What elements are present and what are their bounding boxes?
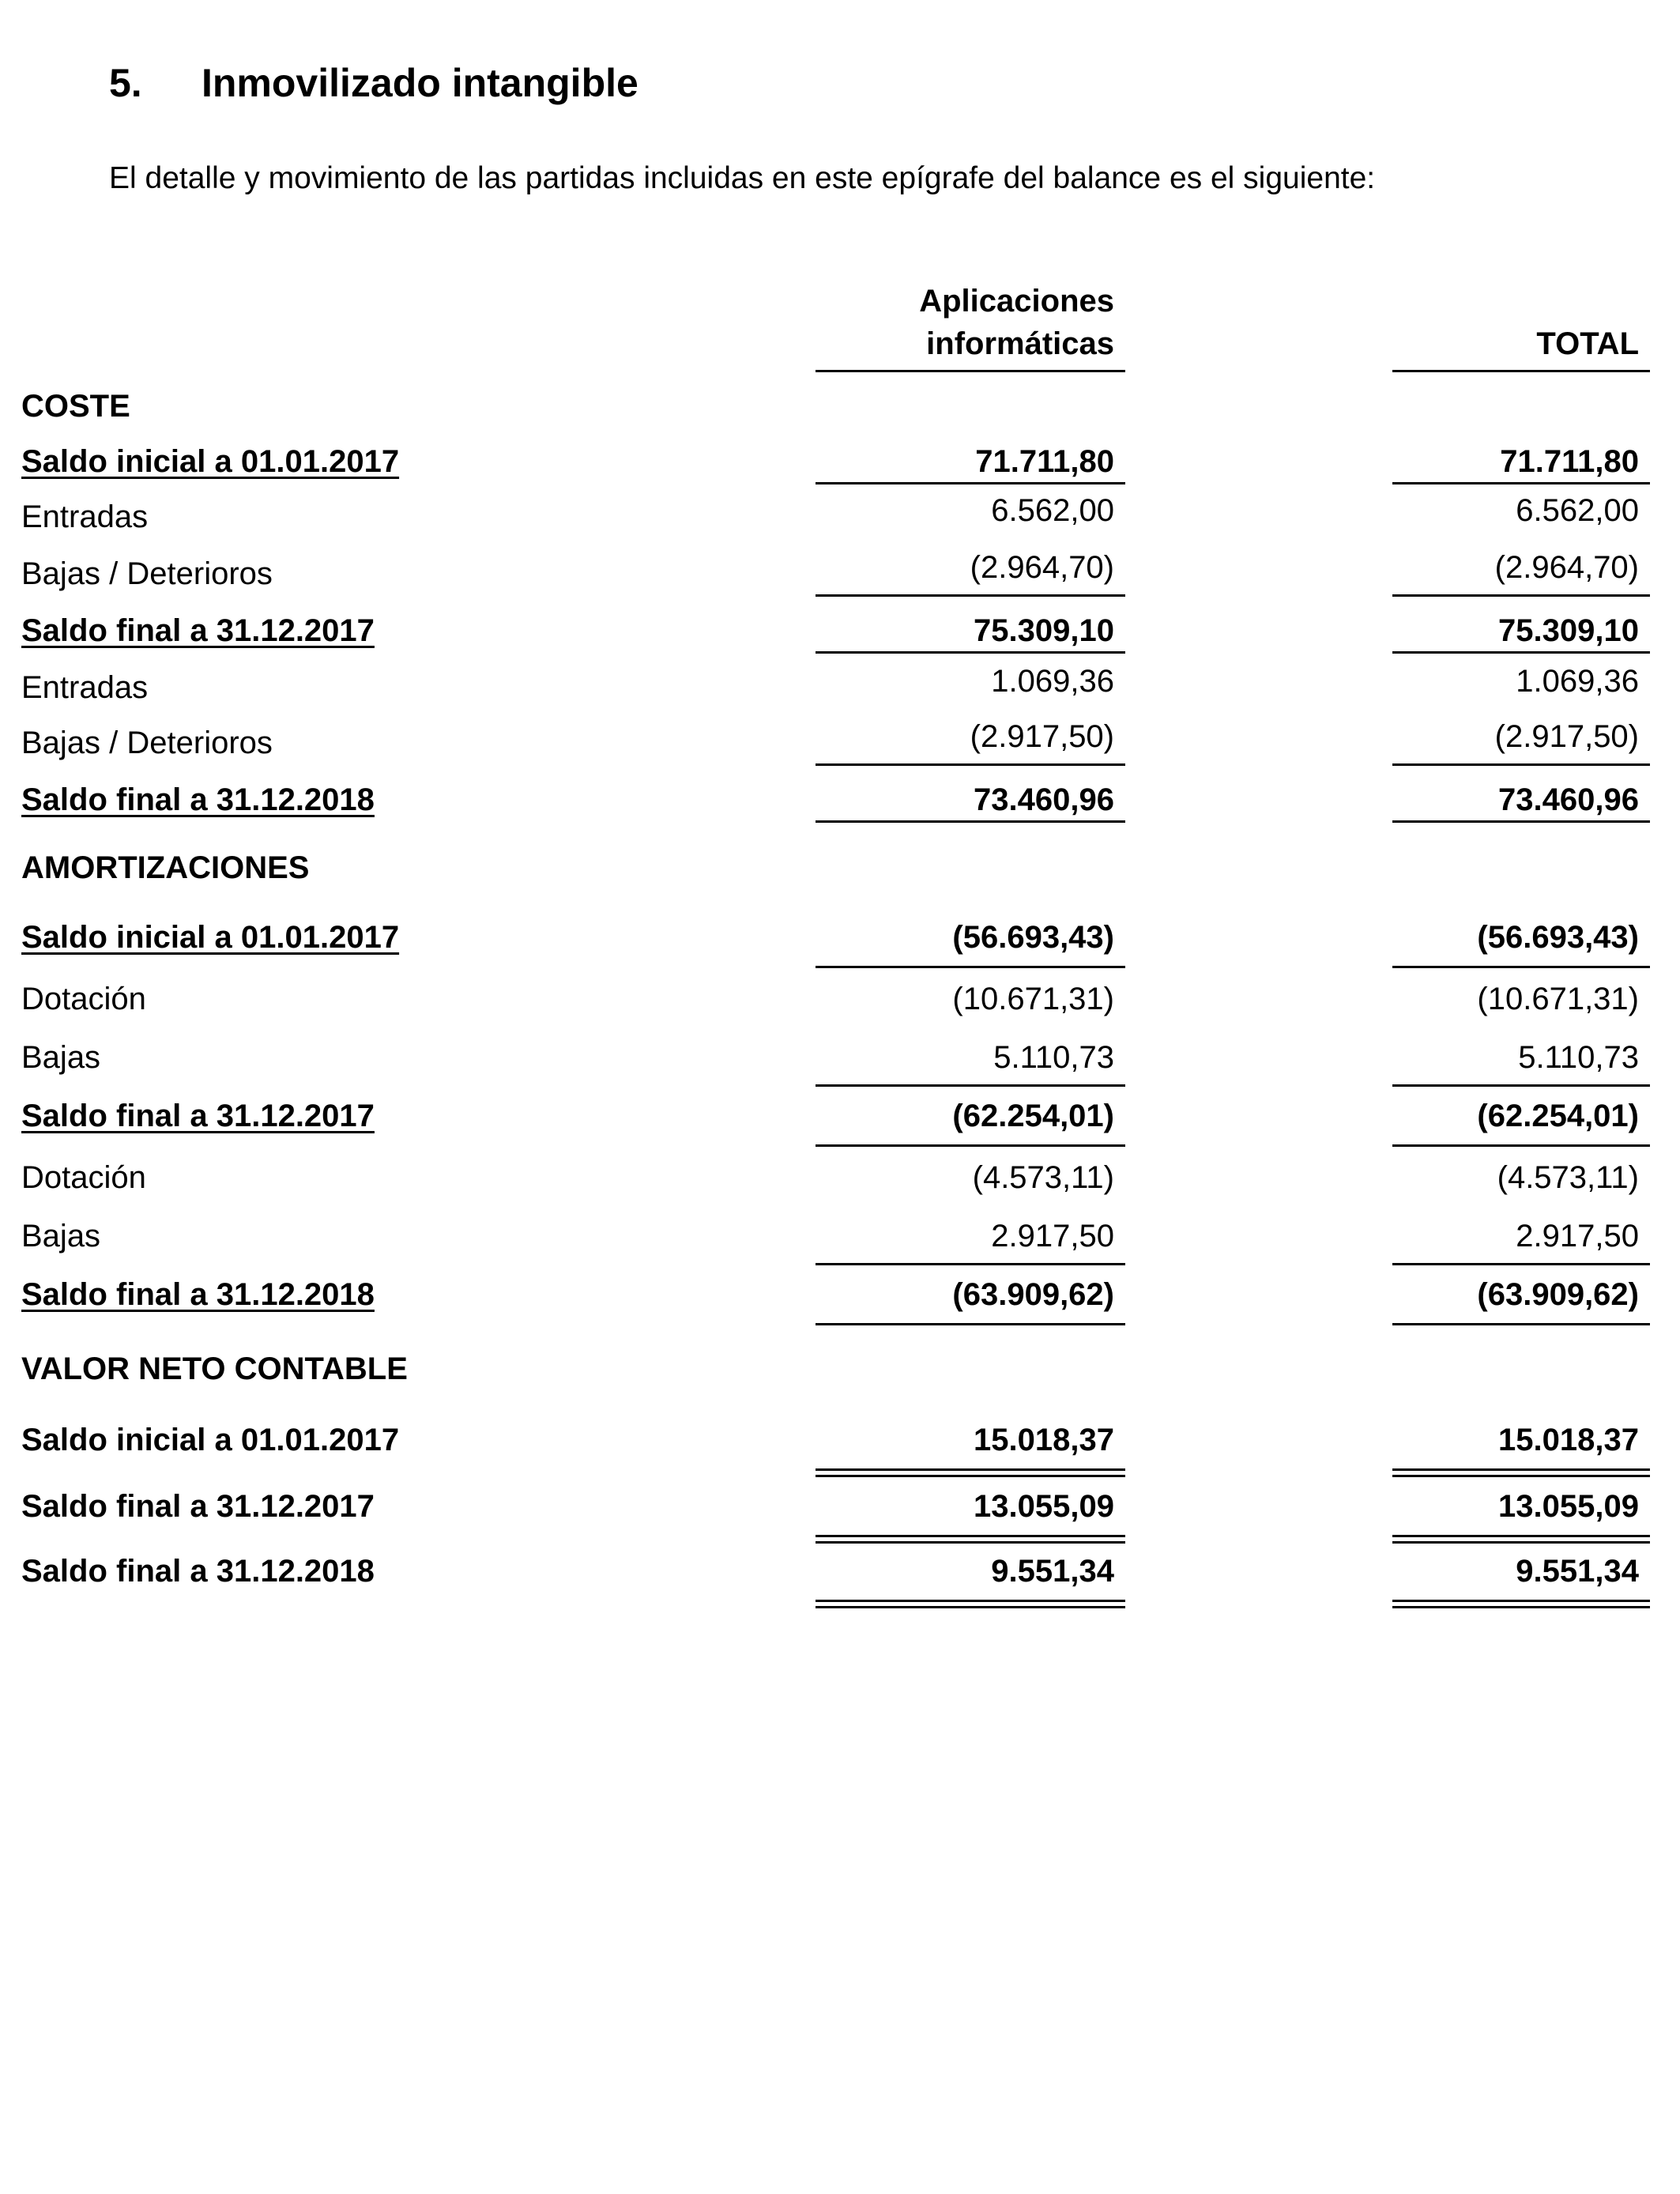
cell-total: 5.110,73 [1518, 1040, 1639, 1075]
row-label: Saldo inicial a 01.01.2017 [21, 920, 400, 955]
double-rule [816, 1600, 1125, 1608]
row-label: Saldo final a 31.12.2018 [21, 1277, 375, 1312]
table-row-vnc-saldo-final-2018 [0, 1547, 1680, 1595]
cell-app: (62.254,01) [952, 1099, 1114, 1133]
rule [816, 482, 1125, 484]
table-row-coste-entradas-2017 [0, 493, 1680, 541]
table-row-coste-saldo-final-2018 [0, 776, 1680, 824]
cell-app: 6.562,00 [991, 493, 1114, 528]
table-row-vnc-saldo-inicial-2017 [0, 1416, 1680, 1464]
rule [1392, 1263, 1650, 1265]
double-rule [816, 1468, 1125, 1477]
column-header-aplicaciones-line1: Aplicaciones [919, 284, 1114, 319]
row-label: Bajas / Deterioros [21, 556, 273, 591]
table-row-coste-saldo-final-2017 [0, 607, 1680, 654]
cell-app: (63.909,62) [952, 1277, 1114, 1312]
double-rule [1392, 1535, 1650, 1544]
row-label: Saldo final a 31.12.2018 [21, 782, 375, 817]
rule [1392, 1323, 1650, 1325]
table-row-amort-saldo-final-2018 [0, 1271, 1680, 1318]
row-label: Entradas [21, 499, 149, 534]
cell-total: 1.069,36 [1516, 664, 1639, 699]
cell-total: (4.573,11) [1497, 1160, 1639, 1195]
table-row-amort-bajas-2017 [0, 1034, 1680, 1081]
cell-total: (2.917,50) [1494, 719, 1639, 754]
cell-app: 9.551,34 [991, 1554, 1114, 1589]
row-label: Entradas [21, 670, 149, 705]
cell-app: 75.309,10 [974, 613, 1114, 648]
rule [816, 820, 1125, 823]
intro-paragraph: El detalle y movimiento de las partidas incluidas en este epígrafe del balance es el siguiente: [109, 161, 1376, 195]
vnc-heading: VALOR NETO CONTABLE [21, 1351, 408, 1386]
section-number: 5. [109, 61, 142, 105]
cell-total: 13.055,09 [1498, 1489, 1639, 1524]
table-row-coste-bajas-2017 [0, 550, 1680, 598]
table-row-vnc-saldo-final-2017 [0, 1483, 1680, 1530]
row-label: Bajas [21, 1219, 101, 1253]
table-row-amort-saldo-final-2017 [0, 1092, 1680, 1140]
rule [1392, 820, 1650, 823]
rule [816, 651, 1125, 654]
rule [816, 594, 1125, 597]
cell-app: (2.917,50) [970, 719, 1114, 754]
cell-total: (2.964,70) [1494, 550, 1639, 585]
section-heading-vnc [0, 1345, 1680, 1393]
cell-total: 15.018,37 [1498, 1423, 1639, 1457]
header-rule-total [1392, 370, 1650, 372]
row-label: Saldo inicial a 01.01.2017 [21, 1423, 400, 1457]
cell-total: (63.909,62) [1477, 1277, 1639, 1312]
cell-total: (56.693,43) [1477, 920, 1639, 955]
cell-app: (10.671,31) [952, 982, 1114, 1016]
rule [816, 1144, 1125, 1147]
cell-app: 1.069,36 [991, 664, 1114, 699]
rule [816, 1323, 1125, 1325]
cell-app: (56.693,43) [952, 920, 1114, 955]
rule [1392, 651, 1650, 654]
section-heading-amortizaciones [0, 844, 1680, 892]
table-row-amort-dotacion-2018 [0, 1154, 1680, 1201]
double-rule [1392, 1468, 1650, 1477]
section-heading-coste [0, 383, 1680, 430]
cell-app: 71.711,80 [975, 444, 1114, 479]
table-row-amort-saldo-inicial-2017 [0, 914, 1680, 961]
table-row-coste-bajas-2018 [0, 719, 1680, 767]
cell-total: 6.562,00 [1516, 493, 1639, 528]
table-row-coste-entradas-2018 [0, 664, 1680, 711]
rule [816, 763, 1125, 766]
row-label: Saldo final a 31.12.2017 [21, 1489, 375, 1524]
coste-heading: COSTE [21, 389, 130, 424]
cell-app: 73.460,96 [974, 782, 1114, 817]
table-row-amort-dotacion-2017 [0, 975, 1680, 1023]
table-row-amort-bajas-2018 [0, 1212, 1680, 1260]
table-row-coste-saldo-inicial-2017 [0, 438, 1680, 485]
row-label: Bajas [21, 1040, 101, 1075]
cell-total: (10.671,31) [1477, 982, 1639, 1016]
cell-total: 9.551,34 [1516, 1554, 1639, 1589]
cell-app: 5.110,73 [993, 1040, 1114, 1075]
section-title: Inmovilizado intangible [202, 61, 638, 105]
column-header-aplicaciones-line2: informáticas [926, 326, 1114, 361]
cell-app: 2.917,50 [991, 1219, 1114, 1253]
row-label: Dotación [21, 982, 146, 1016]
rule [816, 966, 1125, 968]
rule [1392, 763, 1650, 766]
cell-total: 75.309,10 [1498, 613, 1639, 648]
column-header-total: TOTAL [1536, 326, 1639, 361]
double-rule [1392, 1600, 1650, 1608]
rule [1392, 966, 1650, 968]
header-rule-app [816, 370, 1125, 372]
cell-app: (4.573,11) [972, 1160, 1114, 1195]
cell-app: 13.055,09 [974, 1489, 1114, 1524]
cell-total: (62.254,01) [1477, 1099, 1639, 1133]
row-label: Saldo final a 31.12.2017 [21, 1099, 375, 1133]
rule [816, 1084, 1125, 1087]
cell-total: 73.460,96 [1498, 782, 1639, 817]
row-label: Dotación [21, 1160, 146, 1195]
cell-app: (2.964,70) [970, 550, 1114, 585]
row-label: Bajas / Deterioros [21, 726, 273, 760]
rule [1392, 482, 1650, 484]
rule [1392, 1144, 1650, 1147]
column-header-aplicaciones [819, 280, 1114, 365]
row-label: Saldo final a 31.12.2017 [21, 613, 375, 648]
amortizaciones-heading: AMORTIZACIONES [21, 850, 310, 885]
cell-total: 2.917,50 [1516, 1219, 1639, 1253]
rule [1392, 594, 1650, 597]
double-rule [816, 1535, 1125, 1544]
row-label: Saldo final a 31.12.2018 [21, 1554, 375, 1589]
rule [816, 1263, 1125, 1265]
cell-app: 15.018,37 [974, 1423, 1114, 1457]
rule [1392, 1084, 1650, 1087]
row-label: Saldo inicial a 01.01.2017 [21, 444, 400, 479]
cell-total: 71.711,80 [1500, 444, 1639, 479]
